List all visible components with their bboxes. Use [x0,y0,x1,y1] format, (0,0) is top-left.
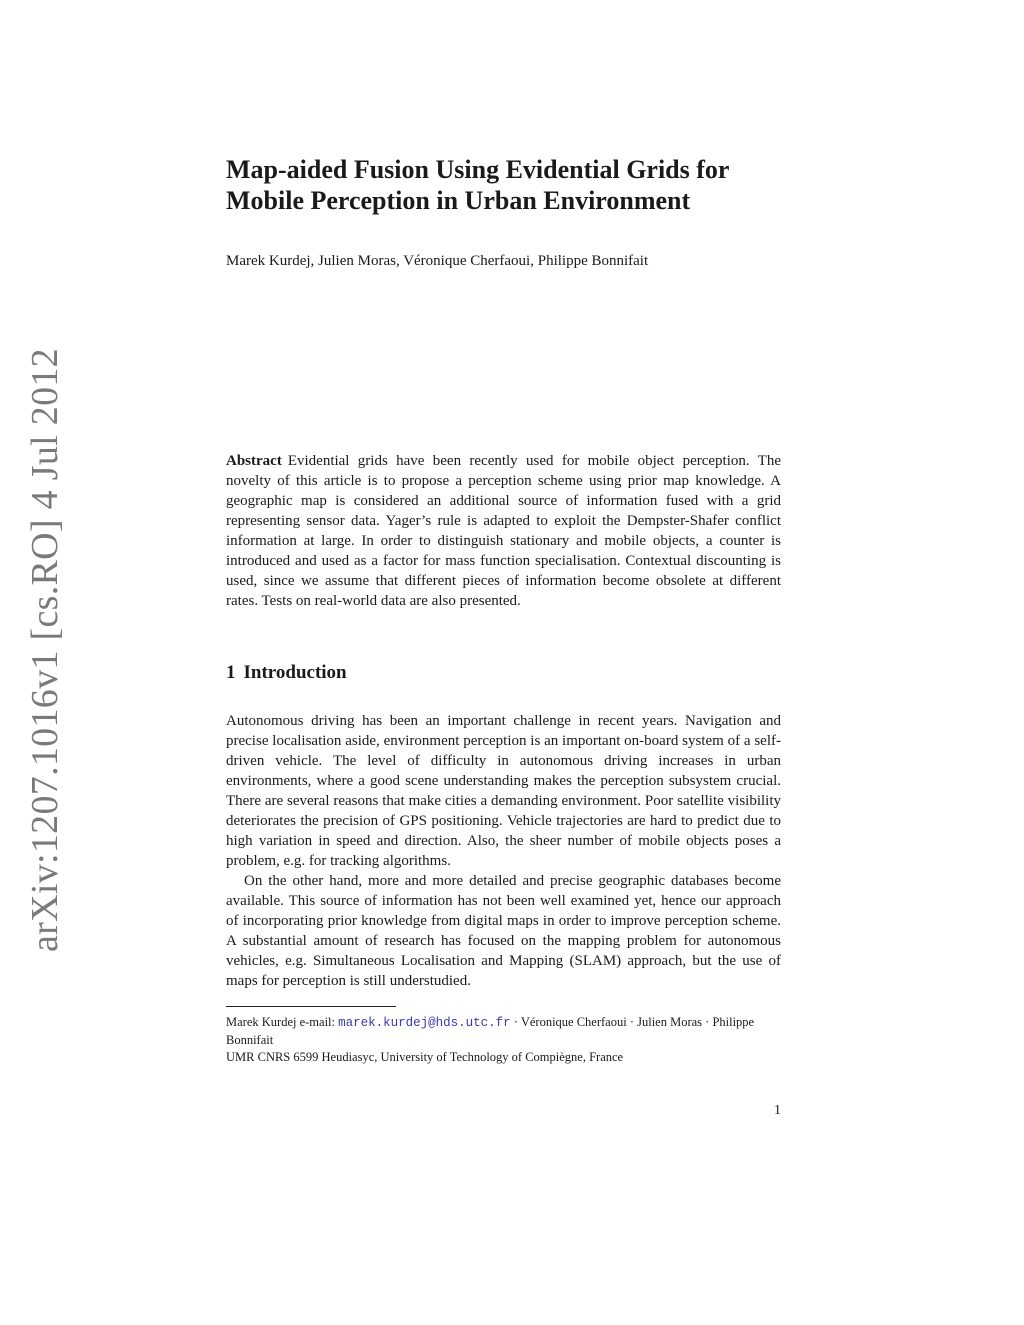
arxiv-id-text: arXiv:1207.1016v1 [cs.RO] 4 Jul 2012 [24,348,66,952]
abstract-text: Evidential grids have been recently used for mobile object perception. The novelty of this article is to propose a perception scheme using prior map knowledge. A geographic map is considered an additional source of information fused with a grid representing sensor data. Yager’s rule is adapted to exploit the Dempster-Shafer conflict information at large. In order to distinguish stationary and mobile objects, a counter is introduced and used as a factor for mass function specialisation. Contextual discounting is used, since we assume that different pieces of information become obsolete at different rates. Tests on real-world data are also presented. [226,453,781,609]
footnote-divider [226,1006,396,1007]
title-line-1: Map-aided Fusion Using Evidential Grids for [226,155,730,184]
abstract-label: Abstract [226,453,282,469]
author-list: Marek Kurdej, Julien Moras, Véronique Cherfaoui, Philippe Bonnifait [226,253,649,269]
section-number: 1 [226,662,236,683]
author-footnote [226,1014,781,1066]
footnote-email-prefix: Marek Kurdej e-mail: [226,1015,335,1029]
paragraph-1: Autonomous driving has been an important challenge in recent years. Navigation and precise localisation aside, environment perception is an important on-board system of a self-driven vehicle. The level of difficulty in autonomous driving increases in urban environments, where a good scene understanding makes the perception subsystem crucial. There are several reasons that make cities a demanding environment. Poor satellite visibility deteriorates the precision of GPS positioning. Vehicle trajectories are hard to predict due to high variation in speed and direction. Also, the sheer number of mobile objects poses a problem, e.g. for tracking algorithms. [226,713,781,869]
section-heading-introduction [226,661,781,685]
introduction-body [226,711,781,991]
footnote-coauthors: · Véronique Cherfaoui · Julien Moras · Philippe Bonnifait [226,1015,755,1047]
section-title: Introduction [243,662,347,683]
footnote-affiliation: UMR CNRS 6599 Heudiasyc, University of Technology of Compiègne, France [226,1050,624,1064]
page-number: 1 [774,1103,781,1118]
title-line-2: Mobile Perception in Urban Environment [226,186,691,215]
footnote-authors [226,1014,781,1049]
abstract [226,451,781,611]
paragraph-2: On the other hand, more and more detailed and precise geographic databases become available. This source of information has not been well examined yet, hence our approach of incorporating prior knowledge from digital maps in order to improve perception scheme. A substantial amount of research has focused on the mapping problem for autonomous vehicles, e.g. Simultaneous Localisation and Mapping (SLAM) approach, but the use of maps for perception is still understudied. [226,873,781,989]
paper-title [226,154,781,216]
arxiv-margin-identifier [22,348,68,952]
author-email-link[interactable]: marek.kurdej@hds.utc.fr [338,1016,511,1030]
